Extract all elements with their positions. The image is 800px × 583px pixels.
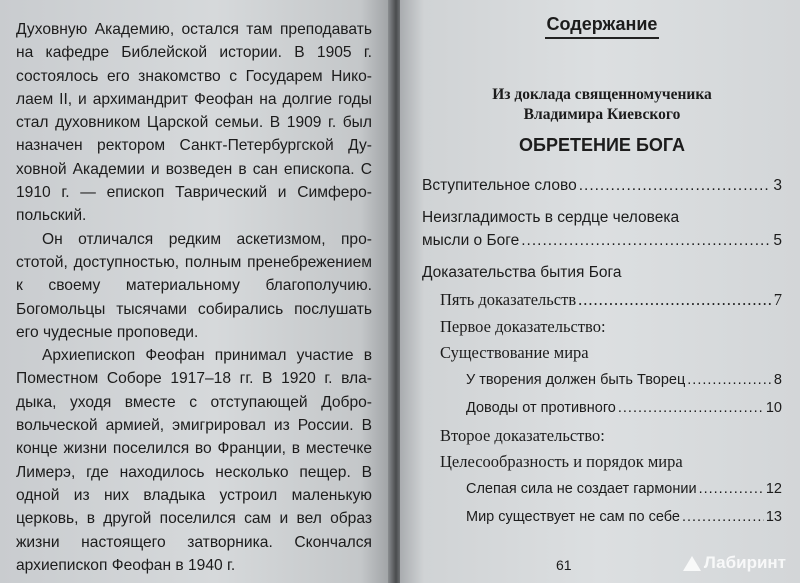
toc-entry-line: Целесообразность и порядок мира [440,452,683,471]
subtitle-line: Из доклада священномученика [492,86,712,103]
watermark [683,553,786,573]
toc-entry: У творения должен быть Творец ..... 8 [422,369,782,392]
source-subtitle [422,85,782,125]
left-page [0,0,392,583]
watermark-text: Лабиринт [703,553,786,572]
toc-entry-line: Первое доказательство: [440,317,606,336]
toc-entry: Слепая сила не создает гармонии ..... 12 [422,478,782,501]
toc-entry: Пять доказательств ..... 7 [422,288,782,311]
paragraph: Архиепископ Феофан принимал участие в Поместном Соборе 1917–18 гг. В 1920 г. владыка, уходя вместе с отступающей Добровольческой армией, эмигрировал из России. В конце жизни поселился во Франции, в местечке Лимерэ, где находилось несколько пещер. В одной из них владыка устроил маленькую церковь, в другой поселился сам и вел образ жизни настоящего затворника. Скончался архиепископ Феофан в 1940 г. [16,347,372,574]
toc-entry-line: Существование мира [440,343,589,362]
toc-entry-line: Второе доказательство: [440,426,605,445]
subtitle-line: Владимира Киевского [523,106,681,123]
toc-entry: мысли о Боге ..... 5 [422,229,782,252]
contents-heading: Содержание [545,14,660,39]
page-number: 61 [556,557,572,573]
toc-entry: Мир существует не сам по себе ..... 13 [422,506,782,529]
paragraph: Духовную Академию, остался там преподавать на кафедре Библейской истории. В 1905 г. состоялось его знакомство с Государем Николаем II, и архимандрит Феофан на долгие годы стал духовником Царской семьи. В 1909 г. был назначен ректором Санкт-Петербургской Духовной Академии и возведен в сан епископа. С 1910 г. — епископ Таврический и Симферопольский. [16,21,372,225]
labyrinth-logo-icon [683,556,701,571]
toc-entry: Доводы от противного ..... 10 [422,397,782,420]
toc-entry: Вступительное слово ..... 3 [422,174,782,197]
table-of-contents [422,174,782,529]
left-page-text [16,18,372,577]
toc-entry-line: Неизгладимость в сердце человека [422,209,680,226]
paragraph: Он отличался редким аскетизмом, простотой, доступностью, полным пренебрежением к своему материальному благополучию. Богомольцы тысячами собирались послушать его чудесные проповеди. [16,230,372,341]
book-title: ОБРЕТЕНИЕ БОГА [519,135,685,155]
toc-section-title: Доказательства бытия Бога [422,264,622,281]
right-page [400,0,800,583]
